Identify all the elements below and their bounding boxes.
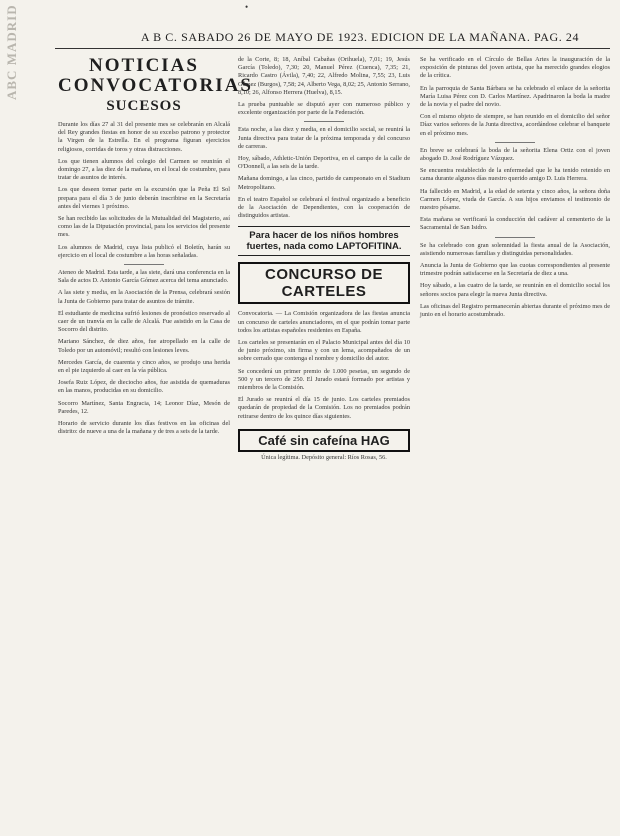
divider [495, 237, 535, 238]
article-paragraph: En la parroquia de Santa Bárbara se ha celebrado el enlace de la señorita María Luisa Pérez con D. Carlos Martínez. Apadrinaron la boda la madre de la novia y el padre del novio. [420, 84, 610, 109]
column-1 [58, 55, 253, 826]
article-paragraph: Socorro Martínez, Santa Engracia, 14; Leonor Díaz, Mesón de Paredes, 12. [58, 399, 230, 415]
divider [304, 121, 344, 122]
section-title-noticias: NOTICIAS [89, 55, 199, 76]
article-paragraph: Josefa Ruiz López, de dieciocho años, fue asistida de quemaduras en las manos, producidas en su domicilio. [58, 379, 230, 395]
article-paragraph: Los que tienen alumnos del colegio del Carmen se reunirán el domingo 27, a las diez de la mañana, en el local de costumbre, para tratar de asuntos de interés. [58, 157, 230, 182]
article-paragraph: El estudiante de medicina sufrió lesiones de pronóstico reservado al caer de un tranvía en la calle de Alcalá. Fue asistido en la Casa de Socorro del distrito. [58, 309, 230, 334]
article-paragraph: Hoy sábado, a las cuatro de la tarde, se reunirán en el domicilio social los señores socios para elegir la nueva Junta directiva. [420, 282, 610, 298]
page-header: A B C. SABADO 26 DE MAYO DE 1923. EDICION DE LA MAÑANA. PAG. 24 [140, 30, 580, 44]
section-title-convocatorias: CONVOCATORIAS [58, 75, 253, 96]
cafe-ad-footer: Única legítima. Depósito general: Ríos Rosas, 56. [261, 453, 387, 461]
article-paragraph: Los que deseen tomar parte en la excursión que la Peña El Sol prepara para el día 3 de junio deberán inscribirse en la Secretaría antes del viernes 1 próximo. [58, 186, 230, 210]
divider [495, 142, 535, 143]
article-paragraph: A las siete y media, en la Asociación de la Prensa, celebrará sesión la Junta de Gobierno para tratar de asuntos de trámite. [58, 289, 230, 305]
article-paragraph: Esta mañana se verificará la conducción del cadáver al cementerio de la Sacramental de San Isidro. [420, 216, 610, 232]
article-paragraph: Mariano Sánchez, de diez años, fue atropellado en la calle de Toledo por un automóvil; resultó con lesiones leves. [58, 338, 230, 354]
article-paragraph: Esta noche, a las diez y media, en el domicilio social, se reunirá la Junta directiva para tratar de la próxima temporada y del concurso de carreras. [238, 126, 410, 150]
article-paragraph: Las oficinas del Registro permanecerán abiertas durante el próximo mes de junio en el horario acostumbrado. [420, 302, 610, 319]
article-paragraph: Hoy, sábado, Athletic-Unión Deportiva, en el campo de la calle de O'Donnell, a las seis de la tarde. [238, 155, 410, 171]
article-paragraph: En breve se celebrará la boda de la señorita Elena Ortiz con el joven abogado D. José Rodríguez Vázquez. [420, 146, 610, 163]
article-paragraph: Mercedes García, de cuarenta y cinco años, se produjo una herida en el pie izquierdo al caer en la vía pública. [58, 358, 230, 375]
cafe-hag-ad: Café sin cafeína HAG [238, 429, 410, 452]
article-paragraph: Se encuentra restablecido de la enfermedad que le ha tenido retenido en cama durante algunos días nuestro querido amigo D. Luis Herrera. [420, 167, 610, 183]
abc-logo-watermark: ABC MADRID [4, 4, 19, 100]
divider [124, 264, 164, 265]
article-paragraph: Con el mismo objeto de siempre, se han reunido en el domicilio del señor Díaz varios señores de la Junta directiva, acordándose celebrar el banquete en el próximo mes. [420, 113, 610, 137]
article-paragraph: Mañana domingo, a las cinco, partido de campeonato en el Stadium Metropolitano. [238, 175, 410, 191]
article-paragraph: El Jurado se reunirá el día 15 de junio. Los carteles premiados quedarán de propiedad de la Comisión. Los no premiados podrán retirarse dentro de los quince días siguientes. [238, 396, 410, 420]
article-paragraph: Se han recibido las solicitudes de la Mutualidad del Magisterio, así como las de la Diputación provincial, para los servicios del presente mes. [58, 215, 230, 239]
article-paragraph: Se ha celebrado con gran solemnidad la fiesta anual de la Asociación, asistiendo numerosas familias y distinguidas personalidades. [420, 241, 610, 257]
section-title-sucesos: SUCESOS [106, 98, 182, 114]
article-paragraph: Convocatoria. — La Comisión organizadora de las fiestas anuncia un concurso de carteles anunciadores, en el que podrán tomar parte todos los artistas españoles residentes en España. [238, 310, 410, 334]
article-paragraph: Los carteles se presentarán en el Palacio Municipal antes del día 10 de junio próximo, sin firma y con un lema, acompañados de un sobre cerrado que contenga el nombre y domicilio del autor. [238, 339, 410, 363]
page-mark: • [245, 2, 249, 12]
article-paragraph: En el teatro Español se celebrará el festival organizado a beneficio de la Asociación de Dependientes, con la cooperación de distinguidos artistas. [238, 195, 410, 220]
article-paragraph: Ha fallecido en Madrid, a la edad de setenta y cinco años, la señora doña Carmen López, viuda de García. A sus hijos enviamos el testimonio de nuestro pésame. [420, 187, 610, 212]
column-2 [238, 56, 410, 826]
article-paragraph: Durante los días 27 al 31 del presente mes se celebrarán en Alcalá del Rey grandes fiestas en honor de su excelso patrono y protector la Virgen de la Estrella. En el programa figuran ejercicios religiosos, corridas de toros y otras distracciones. [58, 121, 230, 153]
article-paragraph: Se ha verificado en el Círculo de Bellas Artes la inauguración de la exposición de pinturas del joven artista, que ha merecido grandes elogios de la crítica. [420, 56, 610, 80]
article-paragraph: Los alumnos de Madrid, cuya lista publicó el Boletín, harán su ejercicio en el local de costumbre a las horas señaladas. [58, 243, 230, 259]
concursos-title: CONCURSO DE CARTELES [238, 262, 410, 304]
header-rule [55, 48, 610, 49]
column-3 [420, 56, 610, 826]
article-paragraph: de la Corte, 8; 18, Aníbal Cabañas (Orihuela), 7,01; 19, Jesús García (Toledo), 7,30; 20, Manuel Pérez (Cuenca), 7,35; 21, Ricardo Castro (Ávila), 7,40; 22, Alfredo Molina, 7,55; 23, Luis Gómez (Burgos), 7,58; 24, Alberto Vega, 8,02; 25, Antonio Serrano, 8,10; 26, Alfonso Herrera (Huelva), 8,15. [238, 56, 410, 96]
article-paragraph: Horario de servicio durante los días festivos en las oficinas del distrito: de nueve a una de la mañana y de tres a seis de la tarde. [58, 420, 230, 436]
article-paragraph: Ateneo de Madrid. Esta tarde, a las siete, dará una conferencia en la Sala de actos D. Antonio García Gómez acerca del tema anunciado. [58, 269, 230, 285]
laptofitina-ad [238, 226, 410, 256]
article-paragraph: Anuncia la Junta de Gobierno que las cuotas correspondientes al presente trimestre podrán satisfacerse en la Secretaría de diez a una. [420, 262, 610, 278]
article-paragraph: Se concederá un primer premio de 1.000 pesetas, un segundo de 500 y un tercero de 250. El Jurado estará formado por artistas y miembros de la Comisión. [238, 367, 410, 392]
ad-headline: Para hacer de los niños hombres fuertes, nada como LAPTOFITINA. [246, 230, 402, 253]
article-paragraph: La prueba puntuable se disputó ayer con numeroso público y excelente organización por parte de la Federación. [238, 101, 410, 117]
